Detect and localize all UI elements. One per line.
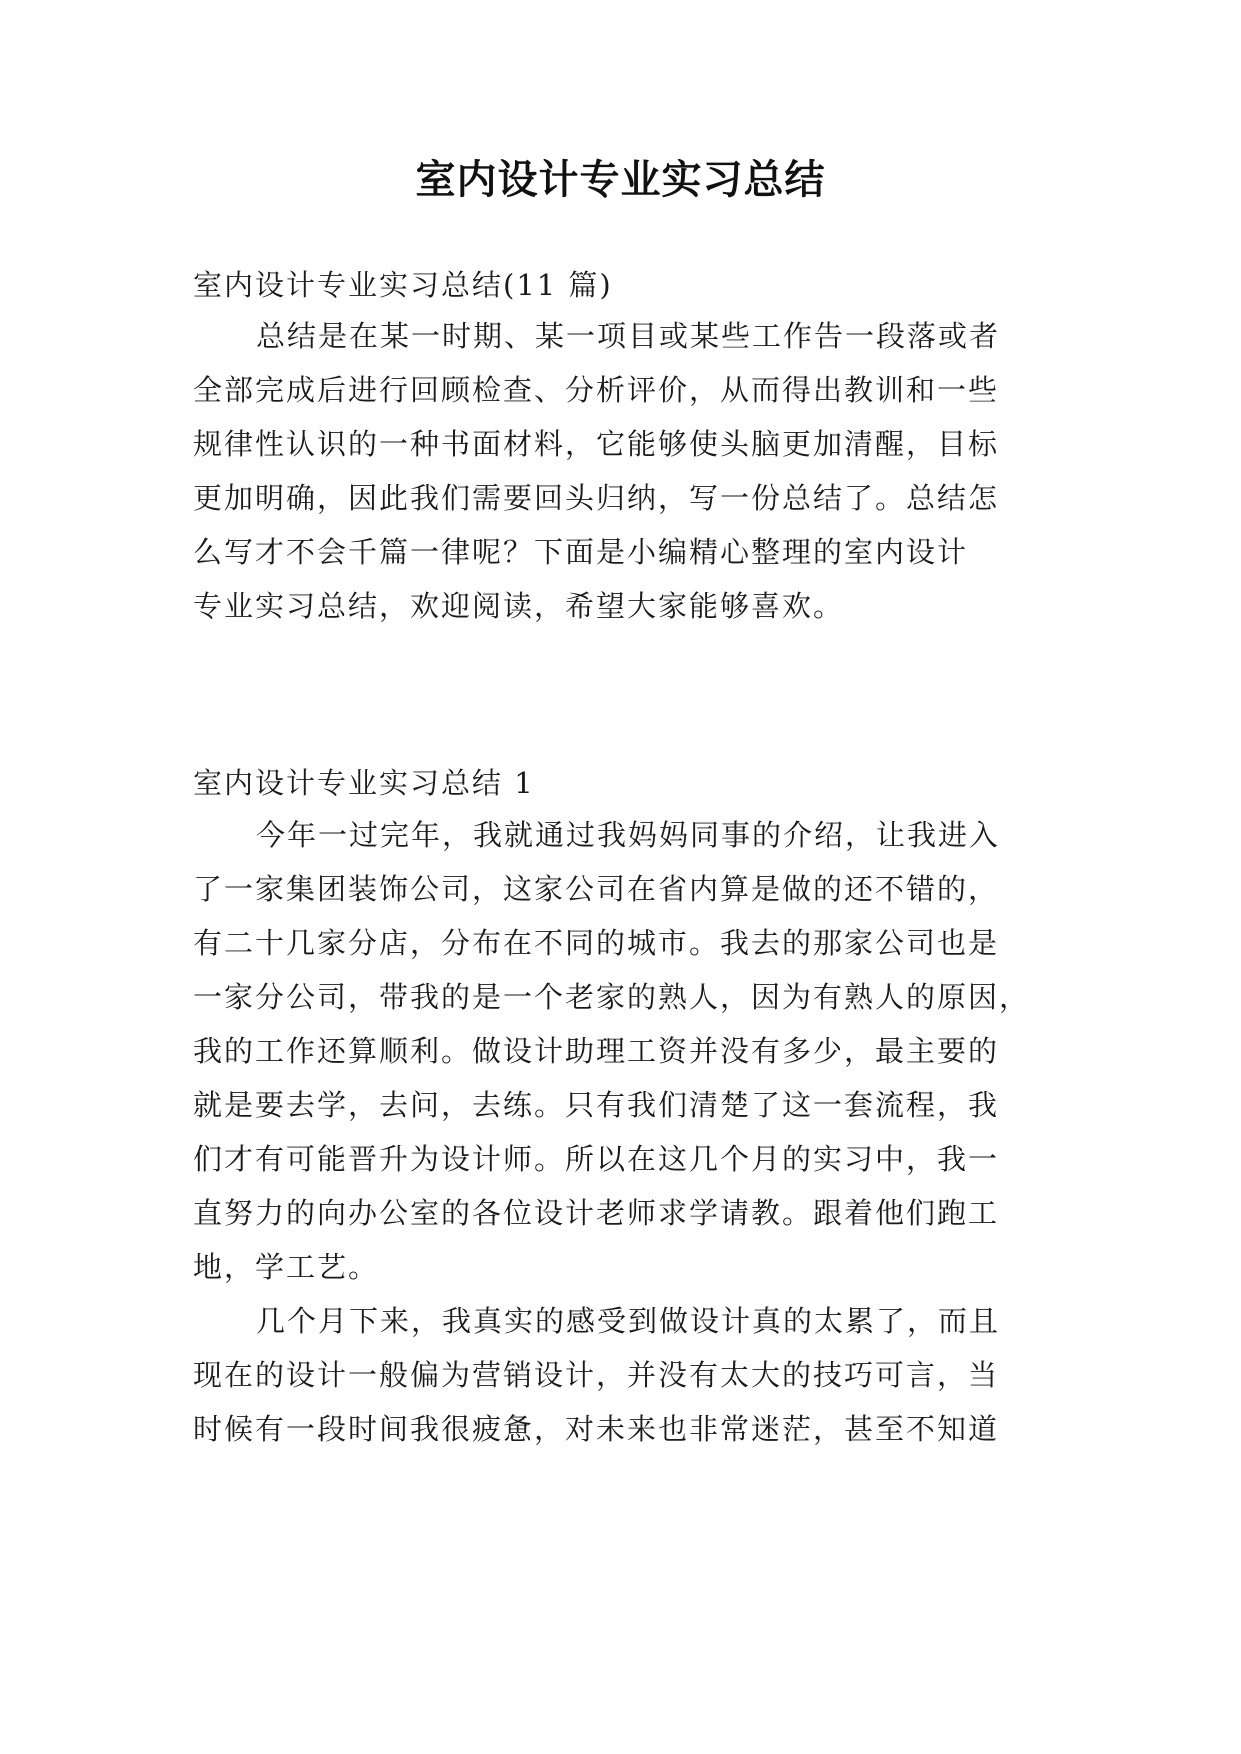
document-subtitle: 室内设计专业实习总结(11 篇) <box>193 268 613 302</box>
paragraph-line: 今年一过完年，我就通过我妈妈同事的介绍，让我进入 <box>256 818 1001 852</box>
intro-line: 全部完成后进行回顾检查、分析评价，从而得出教训和一些 <box>193 373 1000 407</box>
paragraph-line: 时候有一段时间我很疲惫，对未来也非常迷茫，甚至不知道 <box>193 1412 1000 1446</box>
paragraph-line: 直努力的向办公室的各位设计老师求学请教。跟着他们跑工 <box>193 1196 1000 1230</box>
paragraph-line: 我的工作还算顺利。做设计助理工资并没有多少，最主要的 <box>193 1034 1000 1068</box>
paragraph-line: 地，学工艺。 <box>193 1250 380 1284</box>
paragraph-line: 有二十几家分店，分布在不同的城市。我去的那家公司也是 <box>193 926 1000 960</box>
intro-line: 更加明确，因此我们需要回头归纳，写一份总结了。总结怎 <box>193 481 1000 515</box>
intro-line: 专业实习总结，欢迎阅读，希望大家能够喜欢。 <box>193 589 845 623</box>
paragraph-line: 了一家集团装饰公司，这家公司在省内算是做的还不错的， <box>193 872 1000 906</box>
intro-line: 么写才不会千篇一律呢？下面是小编精心整理的室内设计 <box>193 535 969 569</box>
paragraph-line: 们才有可能晋升为设计师。所以在这几个月的实习中，我一 <box>193 1142 1000 1176</box>
page-title: 室内设计专业实习总结 <box>415 156 826 203</box>
paragraph-line: 现在的设计一般偏为营销设计，并没有太大的技巧可言，当 <box>193 1358 1000 1392</box>
paragraph-line: 一家分公司，带我的是一个老家的熟人，因为有熟人的原因， <box>193 980 1031 1014</box>
paragraph-line: 就是要去学，去问，去练。只有我们清楚了这一套流程，我 <box>193 1088 1000 1122</box>
intro-line: 规律性认识的一种书面材料，它能够使头脑更加清醒，目标 <box>193 427 1000 461</box>
paragraph-line: 几个月下来，我真实的感受到做设计真的太累了，而且 <box>256 1304 1001 1338</box>
section-heading: 室内设计专业实习总结 1 <box>193 766 535 800</box>
intro-line: 总结是在某一时期、某一项目或某些工作告一段落或者 <box>256 319 1001 353</box>
